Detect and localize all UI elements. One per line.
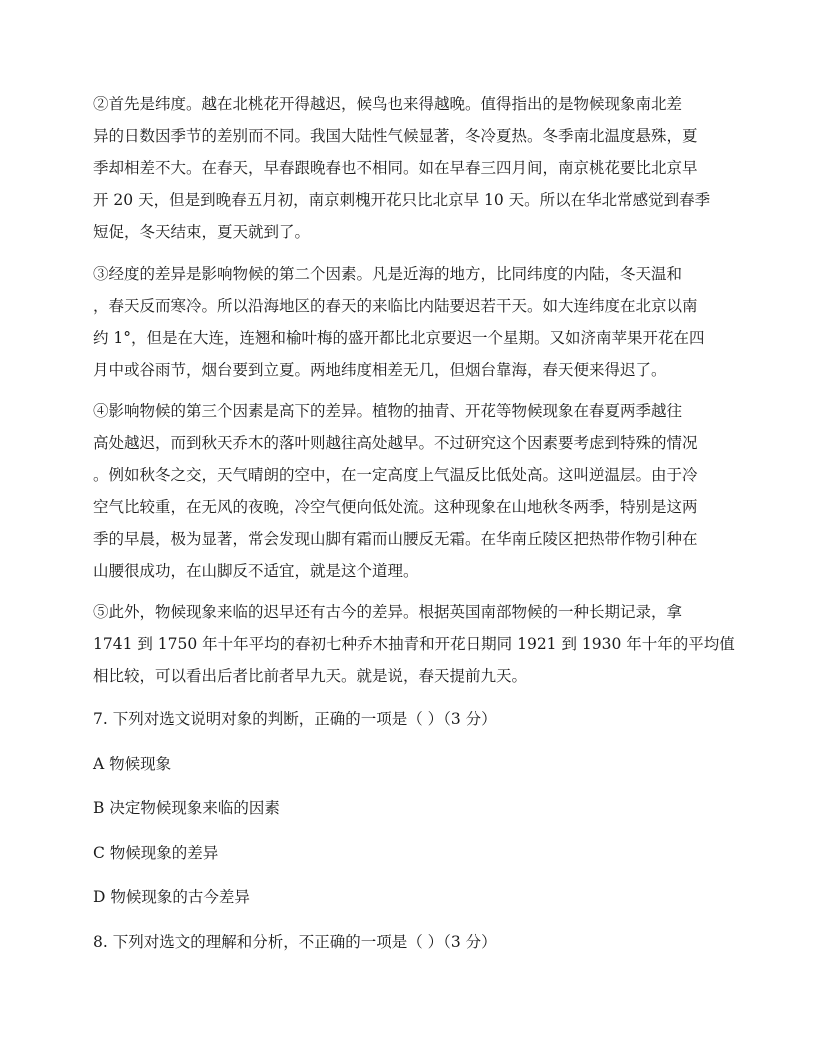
paragraph-3 <box>93 258 725 386</box>
option-d: D 物候现象的古今差异 <box>93 888 250 906</box>
paragraph-line: ③经度的差异是影响物候的第二个因素。凡是近海的地方，比同纬度的内陆，冬天温和 <box>93 265 683 283</box>
paragraph-2 <box>93 88 725 248</box>
paragraph-line: 高处越迟，而到秋天乔木的落叶则越往高处越早。不过研究这个因素要考虑到特殊的情况 <box>93 434 698 452</box>
paragraph-line: 月中或谷雨节，烟台要到立夏。两地纬度相差无几，但烟台靠海，春天便来得迟了。 <box>93 361 667 379</box>
paragraph-line: 开 20 天，但是到晚春五月初，南京刺槐开花只比北京早 10 天。所以在华北常感觉到春季 <box>93 191 711 209</box>
paragraph-line: 短促，冬天结束，夏天就到了。 <box>93 223 311 241</box>
question-7: 7. 下列对选文说明对象的判断，正确的一项是（ ）（3 分） <box>93 710 497 728</box>
paragraph-line: 。例如秋冬之交，天气晴朗的空中，在一定高度上气温反比低处高。这叫逆温层。由于冷 <box>93 466 698 484</box>
paragraph-line: ，春天反而寒冷。所以沿海地区的春天的来临比内陆要迟若干天。如大连纬度在北京以南 <box>93 297 698 315</box>
paragraph-line: ④影响物候的第三个因素是高下的差异。植物的抽青、开花等物候现象在春夏两季越往 <box>93 402 683 420</box>
paragraph-line: 季却相差不大。在春天，早春跟晚春也不相同。如在早春三四月间，南京桃花要比北京早 <box>93 159 698 177</box>
paragraph-5 <box>93 596 735 692</box>
option-c: C 物候现象的差异 <box>93 844 219 862</box>
option-b: B 决定物候现象来临的因素 <box>93 799 280 817</box>
paragraph-line: 约 1°，但是在大连，连翘和榆叶梅的盛开都比北京要迟一个星期。又如济南苹果开花在四 <box>93 329 705 347</box>
question-8: 8. 下列对选文的理解和分析，不正确的一项是（ ）（3 分） <box>93 933 497 951</box>
paragraph-line: 山腰很成功，在山脚反不适宜，就是这个道理。 <box>93 562 419 580</box>
paragraph-line: 空气比较重，在无风的夜晚，冷空气便向低处流。这种现象在山地秋冬两季，特别是这两 <box>93 498 698 516</box>
paragraph-line: 季的早晨，极为显著，常会发现山脚有霜而山腰反无霜。在华南丘陵区把热带作物引种在 <box>93 530 698 548</box>
paragraph-line: ⑤此外，物候现象来临的迟早还有古今的差异。根据英国南部物候的一种长期记录，拿 <box>93 603 683 621</box>
paragraph-4 <box>93 395 725 587</box>
paragraph-line: 1741 到 1750 年十年平均的春初七种乔木抽青和开花日期同 1921 到 1930 年十年的平均值 <box>93 635 735 653</box>
paragraph-line: ②首先是纬度。越在北桃花开得越迟，候鸟也来得越晚。值得指出的是物候现象南北差 <box>93 95 683 113</box>
option-a: A 物候现象 <box>93 755 172 773</box>
paragraph-line: 异的日数因季节的差别而不同。我国大陆性气候显著，冬冷夏热。冬季南北温度悬殊，夏 <box>93 127 698 145</box>
paragraph-line: 相比较，可以看出后者比前者早九天。就是说，春天提前九天。 <box>93 667 528 685</box>
